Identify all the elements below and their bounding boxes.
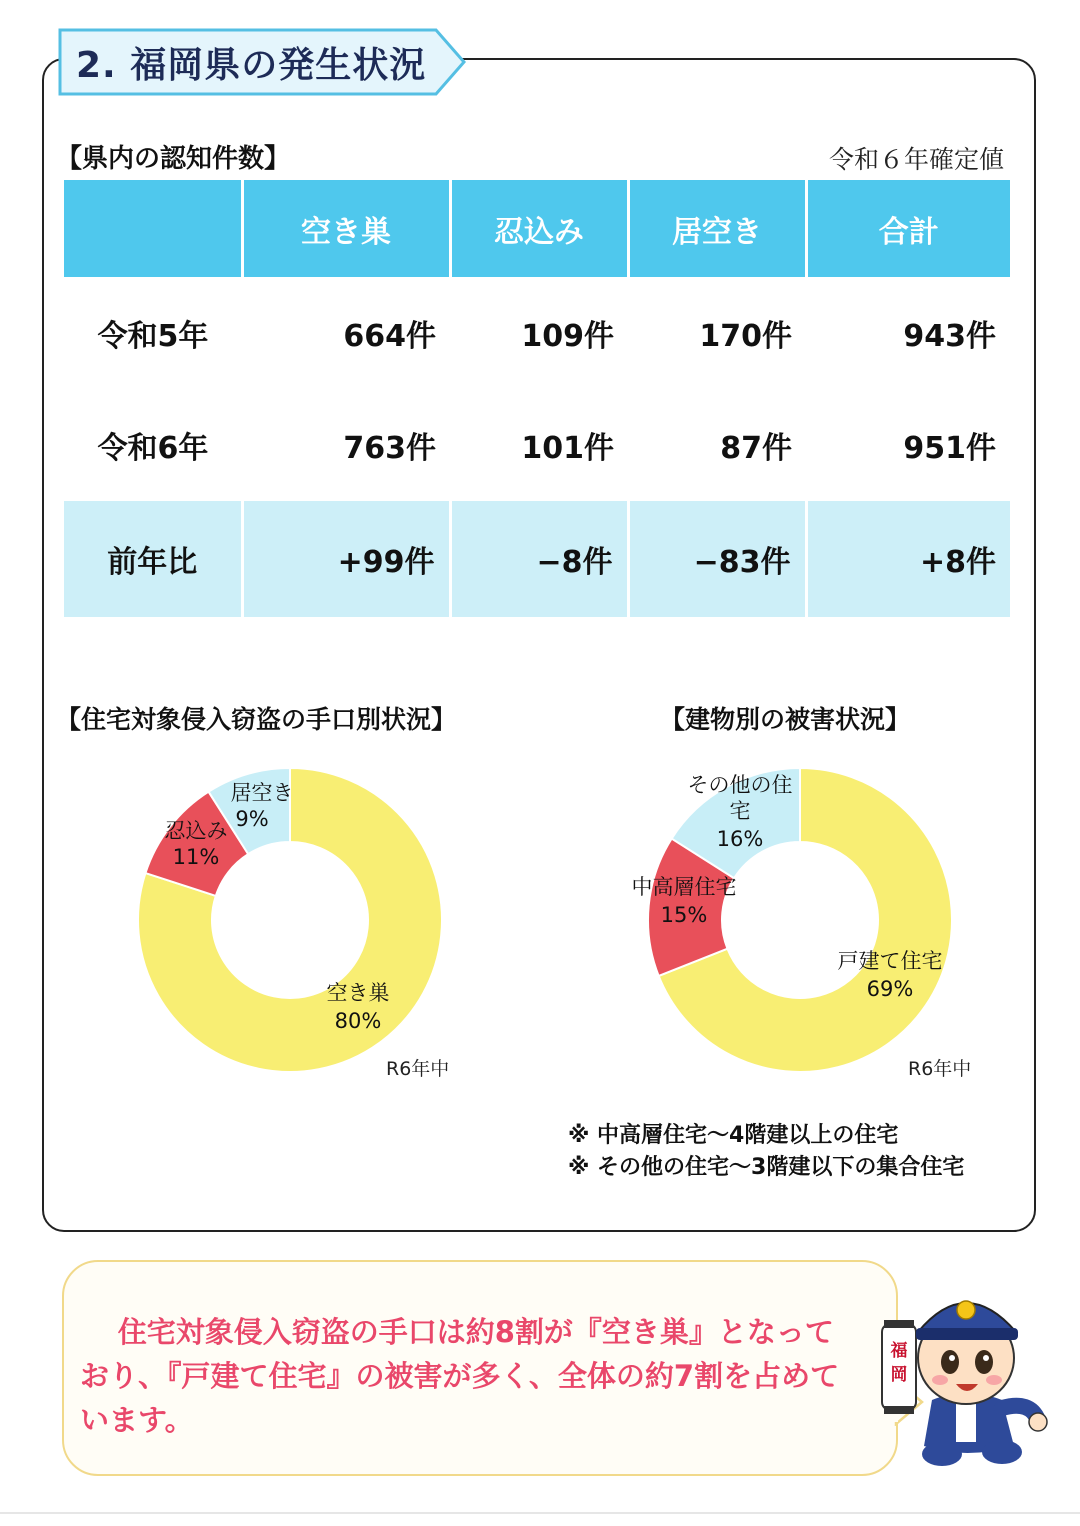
building-donut-chart (630, 760, 970, 1080)
row-label: 令和6年 (97, 431, 209, 466)
table-cell: 87件 (720, 431, 792, 466)
table-row (64, 277, 1010, 389)
row-label: 前年比 (64, 501, 242, 617)
method-chart-heading: 【住宅対象侵入窃盗の手口別状況】 (56, 705, 457, 734)
slice-label: 中高層住宅 (631, 875, 737, 899)
period-note: R6年中 (386, 1058, 450, 1080)
table-cell: +8件 (806, 501, 1010, 617)
bottom-divider (0, 1512, 1080, 1514)
method-donut-chart (120, 760, 460, 1080)
header-cell-empty (64, 180, 242, 277)
police-mascot-illustration (870, 1270, 1050, 1470)
header-cell: 忍込み (450, 180, 628, 277)
table-cell: 101件 (521, 431, 614, 466)
slice-label: 戸建て住宅 (837, 949, 943, 973)
footnote: ※ その他の住宅〜3階建以下の集合住宅 (568, 1155, 965, 1180)
table-cell: 951件 (903, 431, 996, 466)
table-cell: 664件 (343, 319, 436, 354)
header-cell: 空き巣 (242, 180, 450, 277)
lantern-text: 岡 (890, 1365, 908, 1385)
table-cell: −8件 (450, 501, 628, 617)
slice-label: 居空き (230, 781, 294, 805)
recognized-cases-table (64, 180, 1010, 617)
summary-text: 住宅対象侵入窃盗の手口は約8割が『空き巣』となっており、『戸建て住宅』の被害が多く、全体の約7割を占めています。 (80, 1315, 840, 1437)
table-row (64, 389, 1010, 501)
slice-label: 忍込み (164, 819, 228, 843)
table-cell: 170件 (699, 319, 792, 354)
slice-label: その他の住 (687, 773, 793, 797)
building-chart-heading: 【建物別の被害状況】 (660, 705, 911, 734)
slice-value: 9% (235, 807, 269, 831)
row-label: 令和5年 (97, 319, 209, 354)
table-cell: 763件 (343, 431, 436, 466)
slice-value: 80% (334, 1009, 382, 1033)
footnote: ※ 中高層住宅〜4階建以上の住宅 (568, 1123, 899, 1148)
section-title-wrap (58, 28, 468, 96)
table-cell: 943件 (903, 319, 996, 354)
table-heading: 【県内の認知件数】 (56, 144, 291, 174)
slice-value: 69% (866, 977, 914, 1001)
table-header-row (64, 180, 1010, 277)
slice-label: 空き巣 (326, 981, 390, 1005)
table-cell: 109件 (521, 319, 614, 354)
footnotes (568, 1120, 964, 1184)
table-cell: −83件 (628, 501, 806, 617)
header-cell: 合計 (806, 180, 1010, 277)
period-note: R6年中 (908, 1058, 972, 1080)
table-cell: +99件 (242, 501, 450, 617)
confirmed-value-note: 令和６年確定値 (828, 145, 1004, 174)
header-cell: 居空き (628, 180, 806, 277)
slice-value: 11% (172, 845, 220, 869)
slice-value: 16% (716, 827, 764, 851)
section-title: 2. 福岡県の発生状況 (76, 44, 427, 86)
slice-value: 15% (660, 903, 708, 927)
table-row-diff (64, 501, 1010, 617)
lantern-text: 福 (890, 1341, 908, 1361)
slice-label: 宅 (729, 799, 751, 823)
